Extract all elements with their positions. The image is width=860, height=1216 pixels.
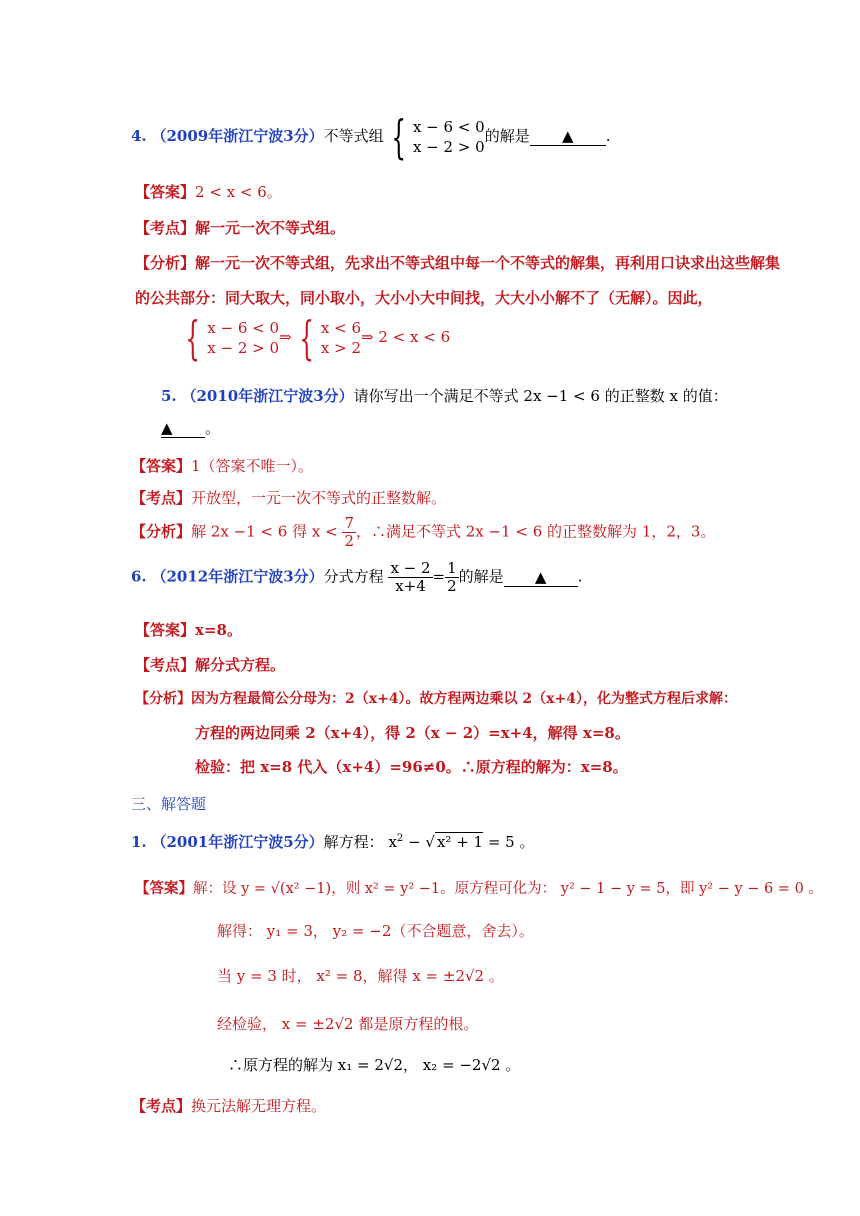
q6-analysis-line1: 【分析】因为方程最简公分母为：2（x+4）。故方程两边乘以 2（x+4），化为整式方程后求解： [135, 691, 737, 707]
q4-analysis-line1: 【分析】解一元一次不等式组，先求出不等式组中每一个不等式的解集，再利用口诀求出这些解集 [135, 254, 781, 272]
answer-tag: 【答案】 [135, 621, 196, 639]
q4-source: （2009年浙江宁波3分） [151, 127, 324, 145]
q4-answer: 【答案】2 < x < 6。 [135, 183, 282, 201]
q5-answer: 【答案】1（答案不唯一）。 [131, 457, 314, 475]
point-tag: 【考点】 [131, 1097, 192, 1115]
q4-text-before: 不等式组 [323, 127, 384, 145]
q4-point: 【考点】解一元一次不等式组。 [135, 219, 346, 237]
analysis-tag: 【分析】 [131, 522, 192, 541]
q5-source: （2010年浙江宁波3分） [181, 387, 354, 405]
s1-answer-line5: ∴原方程的解为 x₁ = 2√2， x₂ = −2√2 。 [228, 1056, 521, 1074]
q5-question [161, 385, 728, 406]
q6-answer-blank: ▲ [504, 568, 578, 587]
analysis-tag: 【分析】 [135, 254, 196, 272]
q4-text-after: 的解是 [484, 127, 530, 145]
q4-answer-blank: ▲ [530, 127, 606, 146]
answer-tag: 【答案】 [135, 183, 196, 201]
s1-source: （2001年浙江宁波5分） [151, 833, 324, 851]
section-title: 三、解答题 [131, 795, 207, 813]
q5-answer-blank: ▲ [161, 419, 205, 438]
answer-tag: 【答案】 [135, 880, 193, 897]
q5-blank-line: ▲ 。 [161, 419, 221, 437]
q5-number: 5. [161, 387, 177, 405]
s1-answer-line4: 经检验， x = ±2√2 都是原方程的根。 [217, 1015, 479, 1033]
q4-brace: { [390, 110, 406, 164]
s1-answer-line2: 解得： y₁ = 3， y₂ = −2（不合题意，舍去）。 [217, 922, 534, 940]
q6-rhs-fraction: $\frac{1}{2}$ [447, 559, 457, 595]
s1-question: 1. （2001年浙江宁波5分）解方程： $x^2$ − √ x² + 1 = 5 。 [131, 833, 535, 851]
q5-text: 请你写出一个满足不等式 2x −1 < 6 的正整数 x 的值： [353, 387, 728, 405]
q4-number: 4. [131, 127, 147, 145]
s1-answer-line1: 【答案】解：设 y = √(x² −1)，则 x² = y² −1。原方程可化为： y² − 1 − y = 5，即 y² − y − 6 = 0 。 [135, 880, 823, 897]
s1-number: 1. [131, 833, 147, 851]
q4-system: x − 6 < 0 x − 2 > 0 [412, 118, 485, 156]
q6-number: 6. [131, 567, 147, 586]
q6-lhs-fraction: $\frac{x - 2}{x+4}$ [390, 559, 431, 595]
q6-analysis-line3: 检验：把 x=8 代入（x+4）=96≠0。∴原方程的解为：x=8。 [195, 758, 628, 776]
q4-solution-steps: { x − 6 < 0 x − 2 > 0 ⇒ { x < 6 x > 2 ⇒ 2 < x < 6 [185, 311, 451, 365]
q6-source: （2012年浙江宁波3分） [151, 567, 324, 586]
analysis-tag: 【分析】 [135, 691, 191, 707]
q6-answer: 【答案】x=8。 [135, 621, 242, 639]
s1-answer-line3: 当 y = 3 时， x² = 8，解得 x = ±2√2 。 [217, 967, 504, 985]
q5-point: 【考点】开放型，一元一次不等式的正整数解。 [131, 489, 447, 507]
point-tag: 【考点】 [135, 656, 196, 674]
s1-point: 【考点】换元法解无理方程。 [131, 1097, 327, 1115]
s1-equation: $x^2$ − √ x² + 1 = 5 。 [388, 833, 535, 851]
q5-analysis: 【分析】解 2x −1 < 6 得 x < $\frac{7}{2}$ ，∴满足不等式 2x −1 < 6 的正整数解为 1，2，3。 [131, 514, 716, 550]
q6-point: 【考点】解分式方程。 [135, 656, 286, 674]
fraction: $\frac{7}{2}$ [344, 514, 354, 550]
point-tag: 【考点】 [131, 489, 192, 507]
q6-analysis-line2: 方程的两边同乘 2（x+4），得 2（x − 2）=x+4，解得 x=8。 [195, 724, 630, 742]
answer-tag: 【答案】 [131, 457, 192, 475]
q4-question: 4. （2009年浙江宁波3分）不等式组 { x − 6 < 0 x − 2 > 0 的解是 ▲ . [131, 110, 611, 164]
point-tag: 【考点】 [135, 219, 196, 237]
q4-analysis-line2: 的公共部分：同大取大，同小取小，大小小大中间找，大大小小解不了（无解）。因此， [135, 289, 713, 307]
q6-question: 6. （2012年浙江宁波3分）分式方程 $\frac{x - 2}{x+4}$ = $\frac{1}{2}$ 的解是 ▲ . [131, 559, 583, 595]
